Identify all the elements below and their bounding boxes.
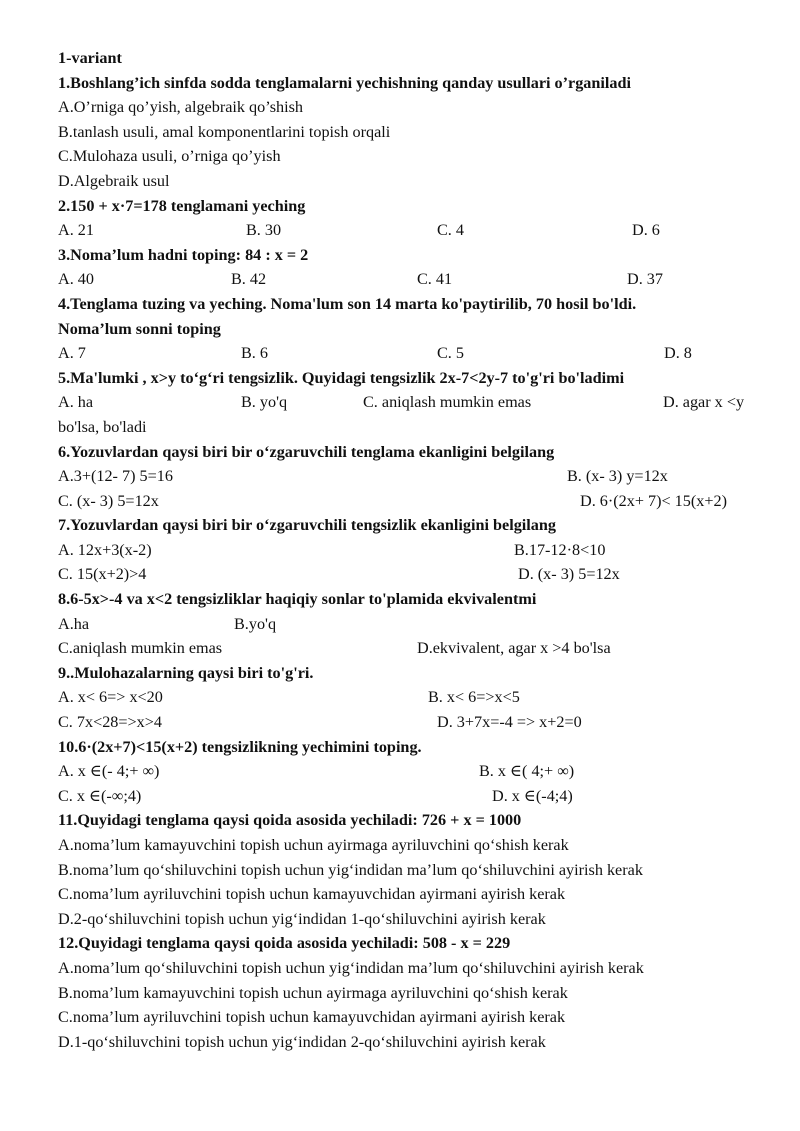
q9-option-d: D. 3+7x=-4 => x+2=0 bbox=[437, 713, 582, 732]
q8-option-b: B.yo'q bbox=[234, 614, 277, 633]
q7-option-b: B.17-12·8<10 bbox=[514, 540, 606, 559]
q10-options-row-1 bbox=[58, 759, 758, 784]
q7-options-row-2 bbox=[58, 562, 758, 587]
test-document bbox=[58, 46, 758, 1054]
q3-option-a: A. 40 bbox=[58, 270, 94, 289]
q1-option-a: A.O’rniga qo’yish, algebraik qo’shish bbox=[58, 98, 304, 117]
question-3: 3.Noma’lum hadni toping: 84 : x = 2 bbox=[58, 245, 309, 264]
q6-option-b: B. (x- 3) y=12x bbox=[567, 467, 668, 486]
q12-option-d: D.1-qo‘shiluvchini topish uchun yig‘indidan 2-qo‘shiluvchini ayirish kerak bbox=[58, 1032, 546, 1051]
q2-option-b: B. 30 bbox=[246, 221, 282, 240]
q5-option-c: C. aniqlash mumkin emas bbox=[363, 393, 532, 412]
q11-option-b: B.noma’lum qo‘shiluvchini topish uchun yig‘indidan ma’lum qo‘shiluvchini ayirish kerak bbox=[58, 860, 643, 879]
q12-option-b: B.noma’lum kamayuvchini topish uchun ayirmaga ayriluvchini qo‘shish kerak bbox=[58, 983, 568, 1002]
question-10: 10.6·(2x+7)<15(x+2) tengsizlikning yechimini toping. bbox=[58, 737, 422, 756]
q4-option-d: D. 8 bbox=[664, 344, 692, 363]
q8-options-row-1 bbox=[58, 612, 758, 637]
q4-options bbox=[58, 341, 758, 366]
q1-option-b: B.tanlash usuli, amal komponentlarini topish orqali bbox=[58, 122, 391, 141]
q4-option-b: B. 6 bbox=[241, 344, 268, 363]
q2-option-a: A. 21 bbox=[58, 221, 94, 240]
q5-options bbox=[58, 390, 758, 415]
q7-option-a: A. 12x+3(x-2) bbox=[58, 540, 152, 559]
q8-option-d: D.ekvivalent, agar x >4 bo'lsa bbox=[417, 639, 611, 658]
q7-option-c: C. 15(x+2)>4 bbox=[58, 565, 147, 584]
question-11: 11.Quyidagi tenglama qaysi qoida asosida yechiladi: 726 + x = 1000 bbox=[58, 811, 522, 830]
q8-option-c: C.aniqlash mumkin emas bbox=[58, 639, 223, 658]
q2-option-c: C. 4 bbox=[437, 221, 464, 240]
q10-option-c: C. x ∈(-∞;4) bbox=[58, 786, 142, 805]
q6-option-c: C. (x- 3) 5=12x bbox=[58, 491, 159, 510]
q6-options-row-1 bbox=[58, 464, 758, 489]
q12-option-c: C.noma’lum ayriluvchini topish uchun kamayuvchidan ayirmani ayirish kerak bbox=[58, 1008, 566, 1027]
q2-option-d: D. 6 bbox=[632, 221, 660, 240]
q9-options-row-2 bbox=[58, 710, 758, 735]
q8-option-a: A.ha bbox=[58, 614, 90, 633]
q3-option-c: C. 41 bbox=[417, 270, 453, 289]
question-2: 2.150 + x·7=178 tenglamani yeching bbox=[58, 196, 306, 215]
question-12: 12.Quyidagi tenglama qaysi qoida asosida yechiladi: 508 - x = 229 bbox=[58, 934, 511, 953]
q10-option-a: A. x ∈(- 4;+ ∞) bbox=[58, 762, 160, 781]
q4-option-a: A. 7 bbox=[58, 344, 86, 363]
question-4-line-2: Noma’lum sonni toping bbox=[58, 319, 221, 338]
q5-option-d: D. agar x <y bbox=[663, 393, 745, 412]
q3-options bbox=[58, 267, 758, 292]
q9-option-c: C. 7x<28=>x>4 bbox=[58, 713, 162, 732]
q5-option-d-continued: bo'lsa, bo'ladi bbox=[58, 417, 147, 436]
q1-option-c: C.Mulohaza usuli, o’rniga qo’yish bbox=[58, 147, 281, 166]
question-9: 9..Mulohazalarning qaysi biri to'g'ri. bbox=[58, 663, 314, 682]
q12-option-a: A.noma’lum qo‘shiluvchini topish uchun yig‘indidan ma’lum qo‘shiluvchini ayirish kerak bbox=[58, 958, 644, 977]
variant-title: 1-variant bbox=[58, 49, 122, 67]
question-6: 6.Yozuvlardan qaysi biri bir o‘zgaruvchili tenglama ekanligini belgilang bbox=[58, 442, 555, 461]
q7-option-d: D. (x- 3) 5=12x bbox=[518, 565, 620, 584]
question-5: 5.Ma'lumki , x>y to‘g‘ri tengsizlik. Quyidagi tengsizlik 2x-7<2y-7 to'g'ri bo'ladimi bbox=[58, 368, 625, 387]
q10-options-row-2 bbox=[58, 784, 758, 809]
q11-option-d: D.2-qo‘shiluvchini topish uchun yig‘indidan 1-qo‘shiluvchini ayirish kerak bbox=[58, 909, 546, 928]
q3-option-d: D. 37 bbox=[627, 270, 663, 289]
q5-option-a: A. ha bbox=[58, 393, 94, 412]
q9-option-b: B. x< 6=>x<5 bbox=[428, 688, 520, 707]
question-1: 1.Boshlang’ich sinfda sodda tenglamalarni yechishning qanday usullari o’rganiladi bbox=[58, 73, 631, 92]
q6-option-a: A.3+(12- 7) 5=16 bbox=[58, 467, 173, 486]
q7-options-row-1 bbox=[58, 538, 758, 563]
question-4-line-1: 4.Tenglama tuzing va yeching. Noma'lum son 14 marta ko'paytirilib, 70 hosil bo'ldi. bbox=[58, 294, 637, 313]
q4-option-c: C. 5 bbox=[437, 344, 464, 363]
q10-option-b: B. x ∈( 4;+ ∞) bbox=[479, 762, 575, 781]
question-7: 7.Yozuvlardan qaysi biri bir o‘zgaruvchili tengsizlik ekanligini belgilang bbox=[58, 516, 556, 535]
q11-option-c: C.noma’lum ayriluvchini topish uchun kamayuvchidan ayirmani ayirish kerak bbox=[58, 885, 566, 904]
q11-option-a: A.noma’lum kamayuvchini topish uchun ayirmaga ayriluvchini qo‘shish kerak bbox=[58, 836, 569, 854]
q3-option-b: B. 42 bbox=[231, 270, 267, 289]
q9-options-row-1 bbox=[58, 685, 758, 710]
q10-option-d: D. x ∈(-4;4) bbox=[492, 786, 573, 805]
q8-options-row-2 bbox=[58, 636, 758, 661]
q6-option-d: D. 6·(2x+ 7)< 15(x+2) bbox=[580, 491, 727, 510]
q1-option-d: D.Algebraik usul bbox=[58, 171, 170, 190]
question-8: 8.6-5x>-4 va x<2 tengsizliklar haqiqiy sonlar to'plamida ekvivalentmi bbox=[58, 590, 537, 609]
q5-option-b: B. yo'q bbox=[241, 393, 288, 412]
q2-options bbox=[58, 218, 758, 243]
q9-option-a: A. x< 6=> x<20 bbox=[58, 688, 163, 707]
q6-options-row-2 bbox=[58, 489, 758, 514]
